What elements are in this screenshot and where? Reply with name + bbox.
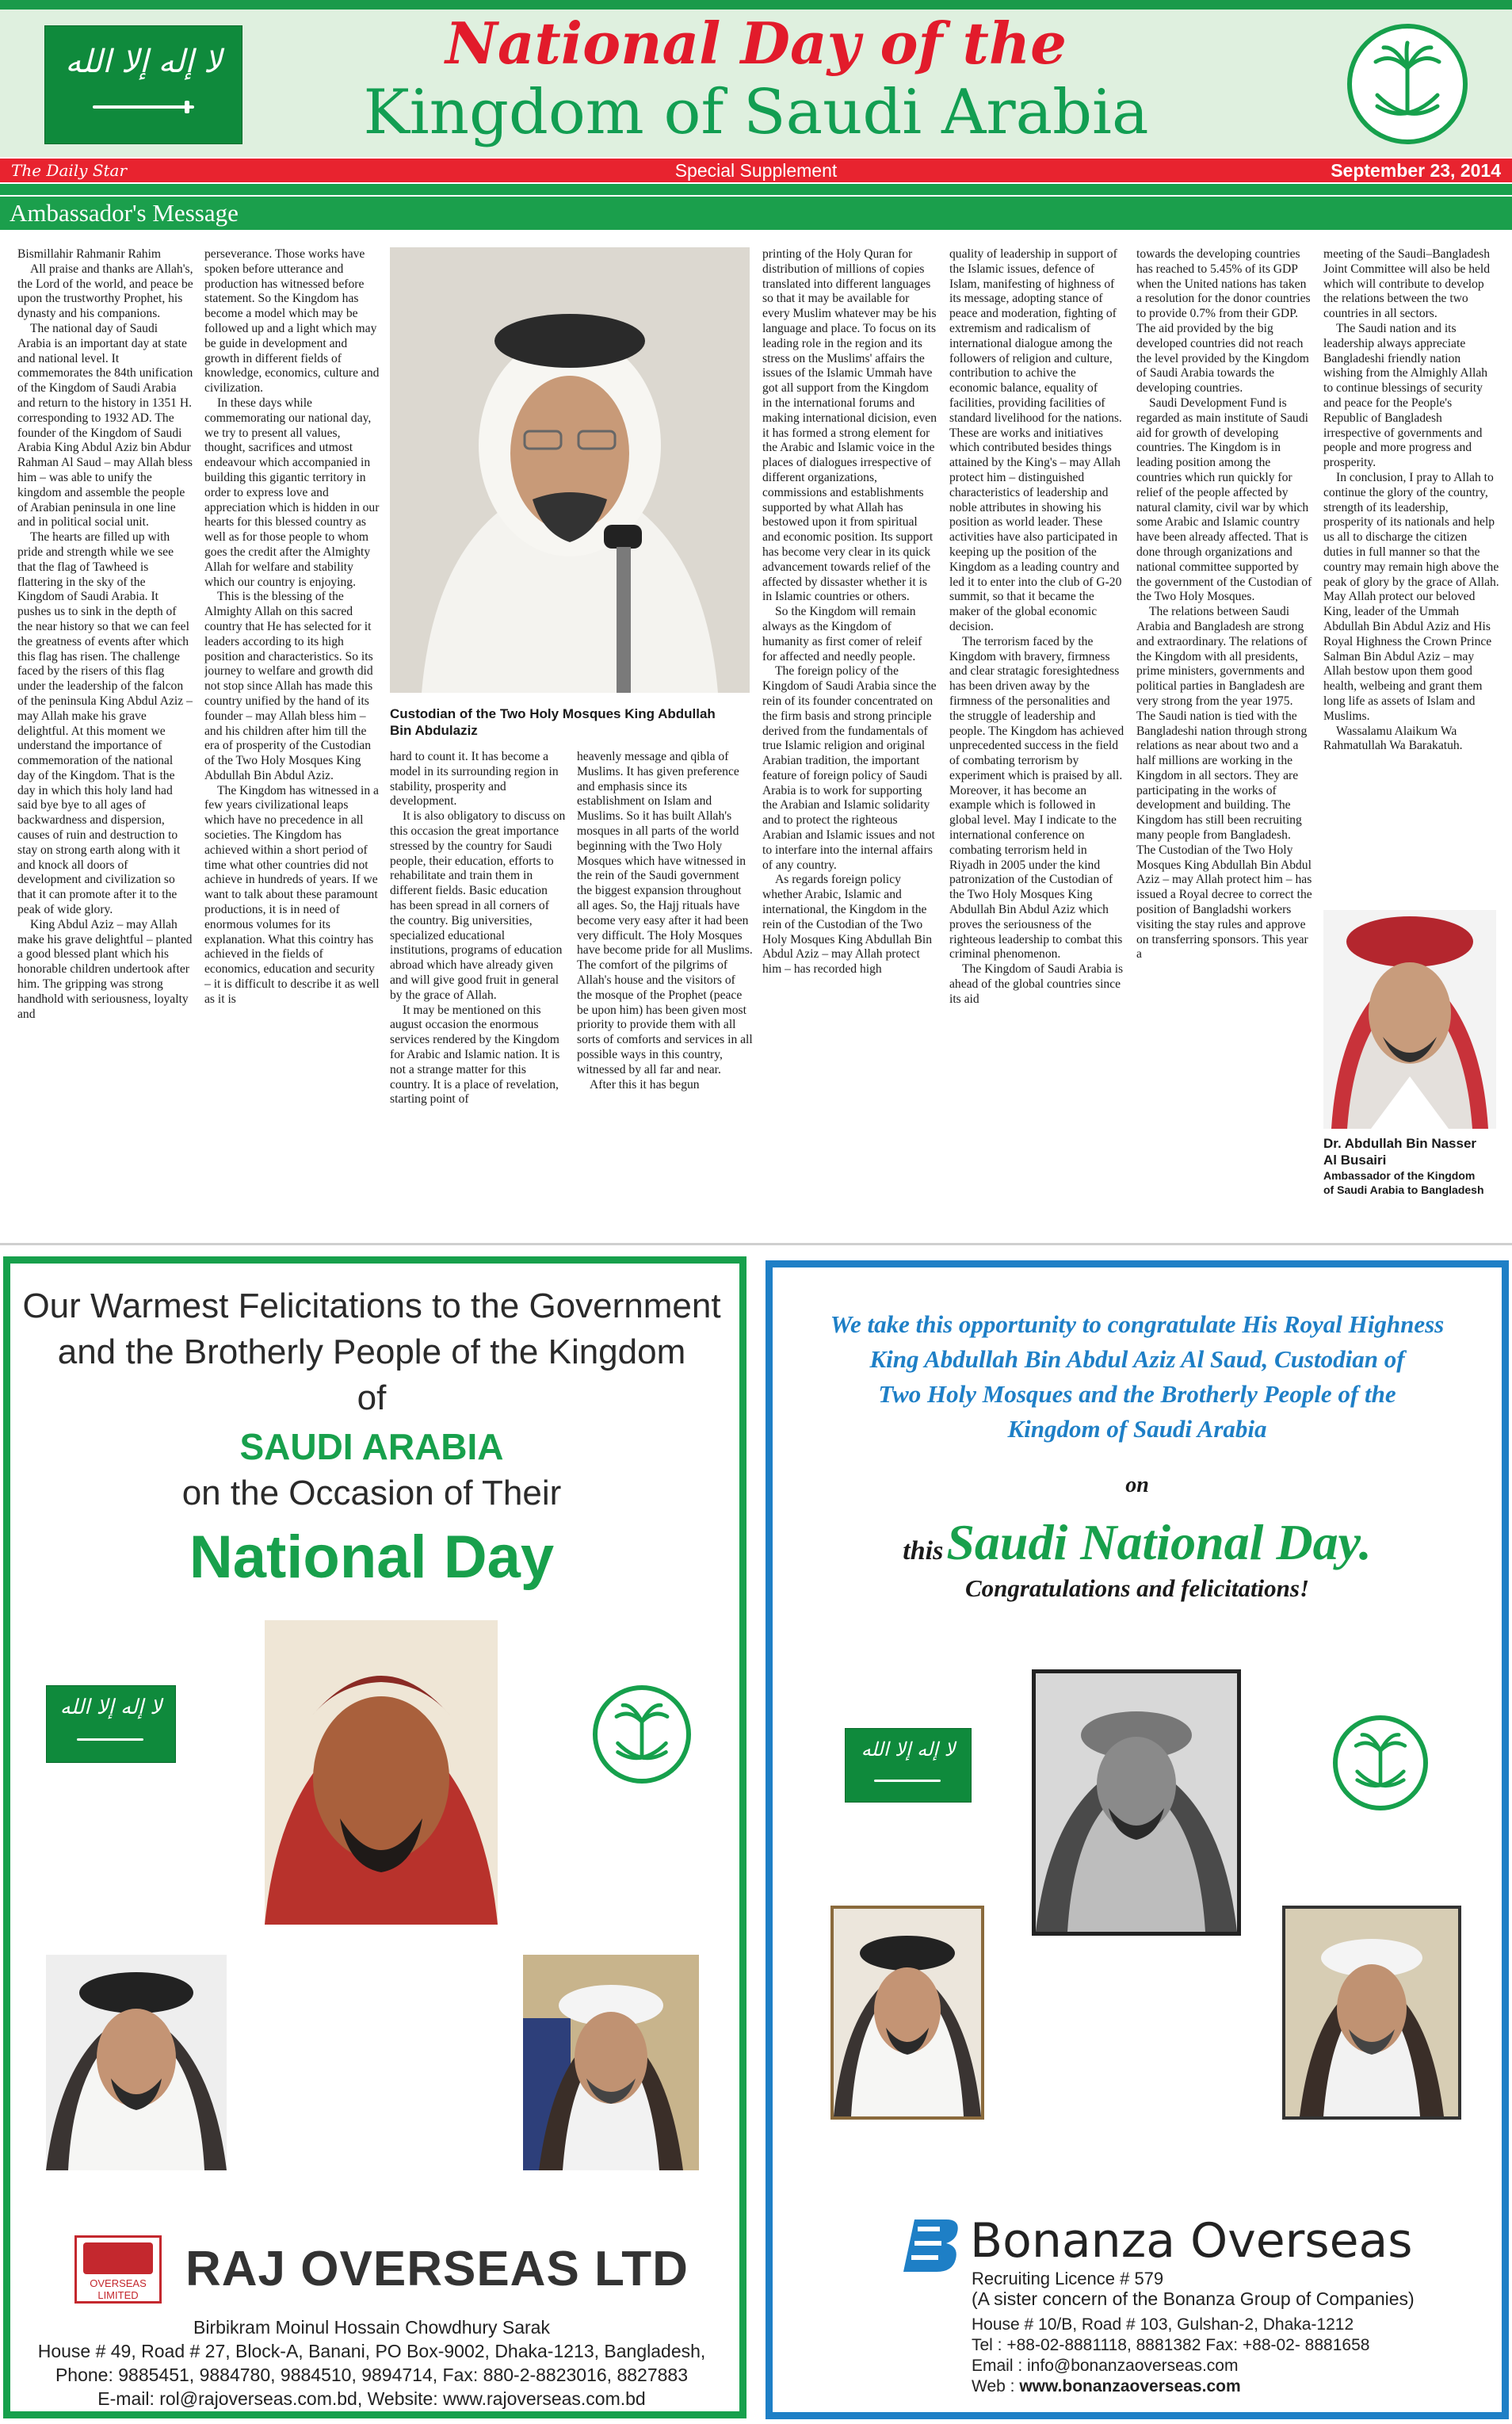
green-stripe	[0, 184, 1512, 195]
ambassador-name-line-2: Al Busairi	[1323, 1153, 1387, 1168]
bonanza-address: House # 10/B, Road # 103, Gulshan-2, Dhaka-1212	[972, 2315, 1354, 2334]
bonanza-website: www.bonanzaoverseas.com	[1019, 2377, 1241, 2395]
photo-caption-line-1: Custodian of the Two Holy Mosques King Abdullah	[390, 706, 716, 721]
paragraph: So the Kingdom will remain always as the Kingdom of humanity as first comer of releif for affected and needly people.	[762, 605, 922, 663]
section-divider	[0, 1243, 1512, 1245]
article-column-8	[1323, 247, 1499, 905]
raj-phone: Phone: 9885451, 9884780, 9884510, 9894714, Fax: 880-2-8823016, 8827883	[55, 2365, 689, 2385]
bonanza-licence: Recruiting Licence # 579	[972, 2269, 1164, 2288]
paragraph: printing of the Holy Quran for distribution of millions of copies translated into different languages so that it may be available for every Muslim whatever may be his language and place. To focus on its leading role in the region and its stress on the Muslims' affairs the issues of the Islamic Ummah have got all support from the Kingdom in the international forums and making international dicision, even it has formed a strong element for the Arabic and Islamic voice in the places of dialogues irrespective of different organizations, commissions and establishments supported by what Allah has bestowed upon it from spiritual and economic position. Its support has become very clear in its quick advancement towards relief of the affected by dissaster whether it is in Islamic countries or others.	[762, 247, 937, 604]
ambassador-caption	[1323, 1135, 1506, 1197]
bonanza-company-name: Bonanza Overseas	[970, 2213, 1413, 2269]
paragraph: This is the blessing of the Almighty Allah on this sacred country that He has selected for it leaders according to its high position and characteristics. So its journey to welfare and growth did not stop since Allah has made this country unified by the hand of its founder – may Allah bless him – and his children after him till the era of prosperity of the Custodian of the Two Holy Mosques King Abdullah Bin Abdul Aziz.	[204, 590, 373, 782]
masthead-top-stripe	[0, 0, 1512, 10]
palm-swords-emblem-icon	[1347, 24, 1468, 144]
paragraph: The Kingdom has witnessed in a few years civilizational leaps which have no precedence in all societies. The Kingdom has achieved within a short period of time what other countries did not achieve in hundreds of years. If we want to talk about these paramount productions, it is in need of enormous volumes for its explanation. What this cointry has achieved in the fields of economics, education and security – it is difficult to describe it as well as it is	[204, 783, 380, 1006]
ambassador-photo	[1323, 910, 1496, 1129]
photo-caption	[390, 705, 746, 739]
ambassador-name-line-1: Dr. Abdullah Bin Nasser	[1323, 1136, 1477, 1151]
section-title: Ambassador's Message	[10, 199, 239, 227]
ad-left-line-3: of	[357, 1378, 387, 1417]
article-column-6	[949, 247, 1125, 1206]
paragraph: perseverance. Those works have spoken before utterance and production has witnessed before statement. So the Kingdom has become a model which may be followed up and a light which may be guide in development and growth in different fields of knowledge, economics, culture and civilization.	[204, 247, 380, 396]
ad-left-line-1: Our Warmest Felicitations to the Government	[22, 1287, 721, 1325]
bonanza-tel: Tel : +88-02-8881118, 8881382 Fax: +88-02- 8881658	[972, 2336, 1370, 2354]
issue-date: September 23, 2014	[1331, 160, 1501, 181]
paragraph: Saudi Development Fund is regarded as main institute of Saudi aid for growth of developing countries. The Kingdom is in leading position among the countries which run quickly for relief of the people affected by natural clamity, civil war by which some Arabic and Islamic country have been already affected. That is done through organizations and national committee supported by the government of the Custodian of the Two Holy Mosques.	[1136, 396, 1312, 604]
photo-caption-line-2: Bin Abdulaziz	[390, 723, 478, 738]
ad-left-headline: National Day	[189, 1524, 555, 1591]
palm-swords-emblem-icon	[593, 1685, 691, 1784]
paragraph: In conclusion, I pray to Allah to continue the glory of the country, strength of its leadership, prosperity of its nationals and help us all to discharge the citizen duties in full manner so that the country may remain high above the peak of glory by the grace of Allah. May Allah protect our beloved King, leader of the Ummah Abdullah Bin Abdul Aziz and His Royal Highness the Crown Prince Salman Bin Abdul Aziz – may Allah bestow upon them good health, welbeing and grant them long life as assets of Islam and Muslims.	[1323, 470, 1499, 723]
ad-right-line-3: Two Holy Mosques and the Brotherly People of the	[878, 1380, 1396, 1408]
paragraph: heavenly message and qibla of Muslims. It has given preference and emphasis since its establishment on Islam and Muslims. So it has built Allah's mosques in all parts of the world beginning with the Two Holy Mosques which have witnessed in the rein of the Saudi government the biggest expansion throughout all ages. So, the Hajj rituals have become very easy after it had been very difficult. The Holy Mosques have become pride for all Muslims. The comfort of the pilgrims of Allah's house and the visitors of the mosque of the Prophet (peace be upon him) has been given most priority to provide them with all sorts of comforts and services in all possible ways in this country, witnessed by all far and near.	[577, 750, 753, 1076]
raj-address: House # 49, Road # 27, Block-A, Banani, PO Box-9002, Dhaka-1213, Bangladesh,	[37, 2341, 706, 2361]
newspaper-name: The Daily Star	[11, 161, 128, 180]
paragraph: As regards foreign policy whether Arabic, Islamic and international, the Kingdom in the rein of the Custodian of the Two Holy Mosques King Abdullah Bin Abdul Aziz – may Allah protect him – has recorded high	[762, 873, 932, 977]
paragraph: The Saudi nation and its leadership always appreciate Bangladeshi friendly nation wishing from the Almighly Allah to continue blessings of security and peace for the People's Republic of Bangladesh irrespective of governments and people and more progress and prosperity.	[1323, 321, 1488, 470]
ad-right-line-2: King Abdullah Bin Abdul Aziz Al Saud, Custodian of	[869, 1345, 1405, 1373]
bonanza-web-row	[972, 2376, 1241, 2397]
paragraph: In these days while commemorating our national day, we try to present all values, thought, sacrifices and utmost endeavour which accompanied in building this gigantic territory in order to express love and appreciation which is hidden in our hearts for this blessed country as well as for those people to whom goes the credit after the Almighty Allah for welfare and stability which our country is enjoying.	[204, 396, 380, 589]
paragraph: The foreign policy of the Kingdom of Saudi Arabia since the rein of its founder concentrated on the firm basis and strong principle derived from the fundamentals of true Islamic religion and original Arabian tradition, the important feature of foreign policy of Saudi Arabia is to work for supporting the Arabian and Islamic solidarity and to protect the righteous Arabian and Islamic issues and not to interfare into the internal affairs of any country.	[762, 664, 937, 872]
paragraph: All praise and thanks are Allah's, the Lord of the world, and peace be upon the trustworthy Prophet, his dynasty and his companions.	[17, 262, 193, 321]
crown-prince-salman-framed-portrait	[1282, 1906, 1461, 2120]
king-abdulaziz-bw-portrait	[1032, 1669, 1241, 1936]
title-line-1: National Day of the	[445, 10, 1067, 77]
paragraph: The terrorism faced by the Kingdom with bravery, firmness and clear stratagic foresightedness has been driven away by the firmness of the personalities and the struggle of leadership and people. The Kingdom has achieved unprecedented success in the field of combating terrorism by experiment which is praised by all. Moreover, it has become an example which is followed in global level. May I indicate to the international conference on combating terrorism held in Riyadh in 2005 under the kind patronization of the Custodian of the Two Holy Mosques King Abdullah Bin Abdul Aziz which proves the seriousness of the righteous leadership to combat this criminal phenomenon.	[949, 634, 1124, 962]
paragraph: quality of leadership in support of the Islamic issues, defence of Islam, manifesting of highness of its message, adopting stance of peace and moderation, fighting of extremism and radicalism of international dialogue among the followers of religion and culture, contribution to achive the economic balance, equality of facilities, providing facilities of standard livelihood for the nations. These are works and initiatives which contributed besides things attained by the King's – may Allah protect him – distinguished characteristics of leadership and noble attributes in showing his position as world leader. These activities have also participated in keeping up the position of the Kingdom as a leading country and led it to enter into the club of G-20 summit, so that it became the maker of the global economic decision.	[949, 247, 1122, 633]
paragraph: After this it has begun	[590, 1077, 700, 1092]
bonanza-sister-concern: (A sister concern of the Bonanza Group of Companies)	[972, 2288, 1415, 2309]
paragraph: It is also obligatory to discuss on this occasion the great importance stressed by the country for Saudi people, their education, efforts to rehabilitate and train them in different fields. Basic education has been spread in all corners of the country. Big universities, specialized educational institutions, programs of education abroad which have already given and will give good fruit in general by the grace of Allah.	[390, 809, 566, 1002]
saudi-flag-icon: ﻻ إله إلا الله	[46, 1685, 176, 1763]
paragraph: The hearts are filled up with pride and strength while we see that the flag of Tawheed is flattering in the sky of the Kingdom of Saudi Arabia. It pushes us to sink in the depth of the near history so that we can feel the greatness of events after which this flag has risen. The challenge faced by the risers of this flag under the leadership of the falcon of the peninsula King Abdul Aziz – may Allah make his grave delightful. At this moment we understand the importance of commemoration of the national day of the Kingdom. That is the day in which this holy land had said bye bye to all ages of backwardness and dispersion, causes of ruin and destruction to stay on strong earth along with it and knock all doors of development and civilization so that it can promote after it to the peak of wide glory.	[17, 530, 193, 917]
ad-right-line-1: We take this opportunity to congratulate His Royal Highness	[830, 1310, 1445, 1338]
ambassador-title-line-1: Ambassador of the Kingdom	[1323, 1169, 1476, 1182]
article-column-5	[762, 247, 938, 1206]
article-column-3	[390, 750, 566, 1206]
crown-prince-salman-portrait	[523, 1955, 699, 2170]
ad-right-headline: Saudi National Day.	[946, 1514, 1372, 1570]
paragraph: towards the developing countries has reached to 5.45% of its GDP when the United nations has taken a resolution for the donor countries to provide 0.7% from their GDP. The aid provided by the big developed countries did not reach the level provided by the Kingdom of Saudi Arabia towards the developing countries.	[1136, 247, 1311, 396]
raj-email-web: E-mail: rol@rajoverseas.com.bd, Website: www.rajoverseas.com.bd	[97, 2388, 646, 2409]
paragraph: It may be mentioned on this august occasion the enormous services rendered by the Kingdom for Arabic and Islamic nation. It is not a strange matter for this country. It is a place of revelation, starting point of	[390, 1003, 560, 1107]
ad-left-line-4: SAUDI ARABIA	[239, 1426, 504, 1467]
supplement-label: Special Supplement	[674, 160, 838, 181]
article-column-4	[577, 750, 753, 1206]
ad-right-subline: Congratulations and felicitations!	[964, 1574, 1310, 1602]
raj-overseas-logo	[74, 2235, 162, 2304]
king-abdullah-photo	[390, 247, 750, 693]
raj-logo-mark-icon	[83, 2242, 153, 2274]
paragraph: The Kingdom of Saudi Arabia is ahead of the global countries since its aid	[949, 962, 1124, 1006]
ad-left-line-2: and the Brotherly People of the Kingdom	[57, 1332, 686, 1371]
paragraph: hard to count it. It has become a model in its surrounding region in stability, prosperity and development.	[390, 750, 559, 809]
paragraph: King Abdul Aziz – may Allah make his grave delightful – planted a good blessed plant which his honorable children undertook after him. The gripping was strong handhold with seriousness, loyalty and	[17, 917, 193, 1021]
saudi-flag-icon: ﻻ إله إلا الله	[44, 25, 242, 144]
ad-right-on: on	[1125, 1473, 1149, 1497]
ad-right-line-4: Kingdom of Saudi Arabia	[1007, 1415, 1267, 1443]
bonanza-logo-icon	[900, 2216, 962, 2275]
ad-left-line-5: on the Occasion of Their	[181, 1474, 562, 1512]
raj-contact-person: Birbikram Moinul Hossain Chowdhury Sarak	[193, 2317, 550, 2338]
title-line-2: Kingdom of Saudi Arabia	[363, 77, 1149, 148]
article-column-2	[204, 247, 380, 1206]
saudi-flag-icon: ﻻ إله إلا الله	[845, 1728, 972, 1803]
bonanza-email: Email : info@bonanzaoverseas.com	[972, 2357, 1239, 2375]
ad-right-headline-row	[766, 1511, 1509, 1574]
ad-right-this: this	[903, 1536, 944, 1566]
article-column-7	[1136, 247, 1312, 1206]
paragraph: Bismillahir Rahmanir Rahim	[17, 247, 162, 261]
bonanza-web-label: Web :	[972, 2377, 1020, 2395]
article-column-1	[17, 247, 193, 1206]
paragraph: The relations between Saudi Arabia and Bangladesh are strong and extraordinary. The relations of the Kingdom with all presidents, prime ministers, governments and political parties in Bangladesh are very strong from the year 1975. The Saudi nation is tied with the Bangladeshi nation through strong relations as near about two and a half millions are working in the Kingdom in all sectors. They are participating in the works of development and building. The Kingdom has still been recruiting many people from Bangladesh. The Custodian of the Two Holy Mosques King Abdullah Bin Abdul Aziz – may Allah protect him – has issued a Royal decree to correct the position of Bangladshi workers visiting the stay rules and approve on transferring sponsors. This year a	[1136, 605, 1312, 962]
raj-logo-label: OVERSEAS LIMITED	[90, 2277, 147, 2301]
king-abdullah-portrait	[46, 1955, 227, 2170]
paragraph: meeting of the Saudi–Bangladesh Joint Committee will also be held which will contribute to develop the relations between the two countries in all sectors.	[1323, 247, 1491, 321]
raj-company-name: RAJ OVERSEAS LTD	[185, 2242, 689, 2296]
paragraph: Wassalamu Alaikum Wa Rahmatullah Wa Barakatuh.	[1323, 724, 1463, 753]
ambassador-title-line-2: of Saudi Arabia to Bangladesh	[1323, 1183, 1484, 1196]
paragraph: The national day of Saudi Arabia is an important day at state and national level. It commemorates the 84th unification of the Kingdom of Saudi Arabia and return to the history in 1351 H. corresponding to 1932 AD. The founder of the Kingdom of Saudi Arabia King Abdul Aziz bin Abdur Rahman Al Saud – may Allah bless him – was able to unify the kingdom and assemble the people of Arabian peninsula in one line and in political social unit.	[17, 321, 193, 530]
king-abdulaziz-portrait	[265, 1620, 498, 1925]
palm-swords-emblem-icon	[1333, 1715, 1428, 1810]
king-abdullah-framed-portrait	[830, 1906, 984, 2120]
